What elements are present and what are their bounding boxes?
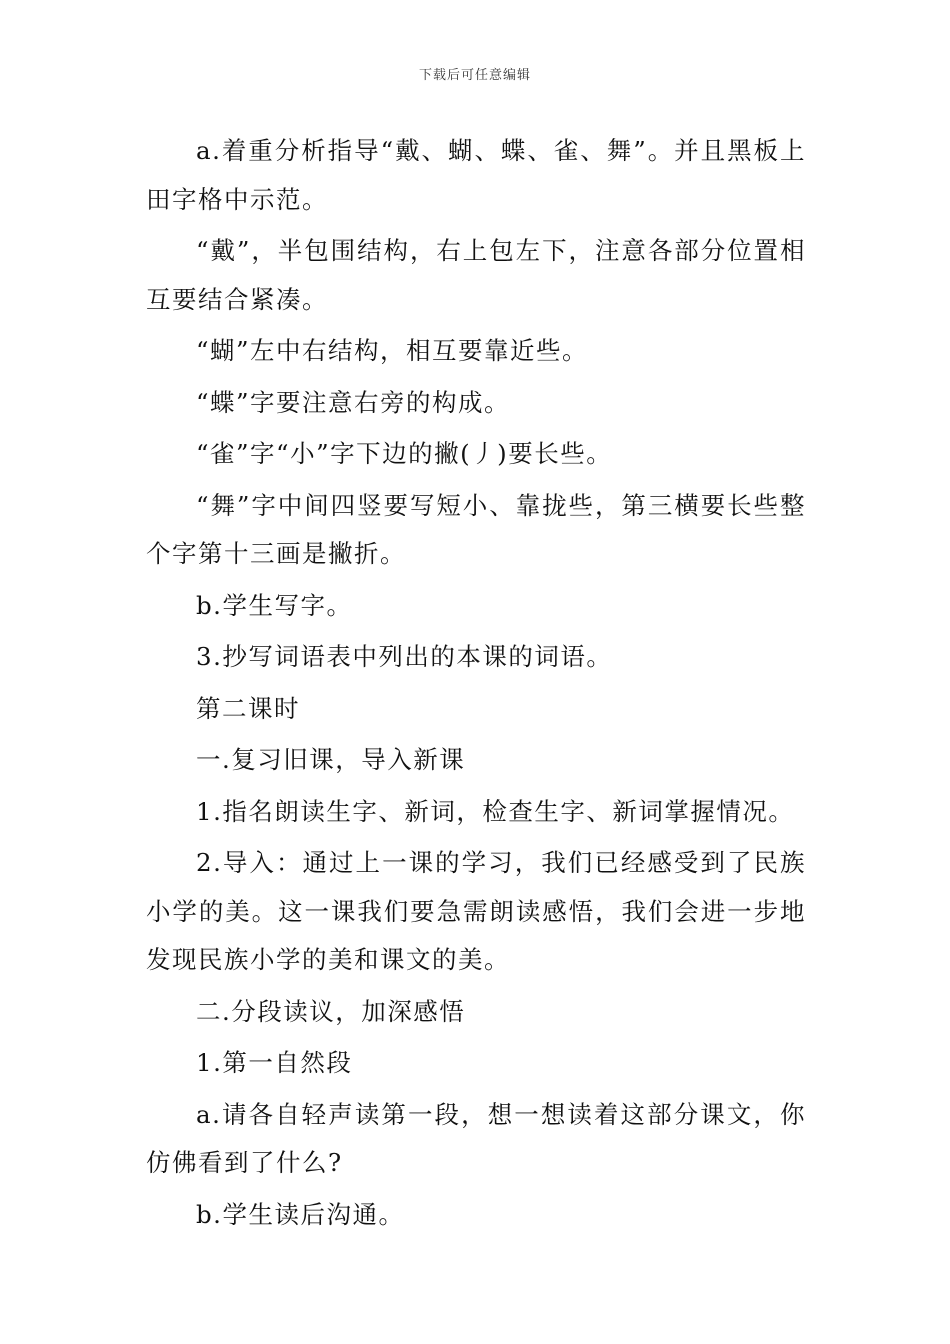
section-heading: 二.分段读议，加深感悟 <box>196 996 466 1026</box>
paragraph: 3.抄写词语表中列出的本课的词语。 <box>196 642 613 671</box>
paragraph: 1.指名朗读生字、新词，检查生字、新词掌握情况。 <box>196 796 795 826</box>
paragraph: 2.导入：通过上一课的学习，我们已经感受到了民族小学的美。这一课我们要急需朗读感悟，我们会进一步地发现民族小学的美和课文的美。 <box>146 848 806 974</box>
paragraph: “蝶”字要注意右旁的构成。 <box>196 387 511 417</box>
paragraph: a.请各自轻声读第一段，想一想读着这部分课文，你仿佛看到了什么? <box>146 1099 806 1177</box>
paragraph: a.着重分析指导“戴、蝴、蝶、雀、舞”。并且黑板上田字格中示范。 <box>146 136 806 214</box>
paragraph: 1.第一自然段 <box>196 1048 353 1077</box>
section-heading: 第二课时 <box>196 693 300 723</box>
paragraph: “戴”，半包围结构，右上包左下，注意各部分位置相互要结合紧凑。 <box>146 236 806 314</box>
document-body <box>146 127 806 1242</box>
page-header: 下载后可任意编辑 <box>418 68 531 83</box>
paragraph: “舞”字中间四竖要写短小、靠拢些，第三横要长些整个字第十三画是撇折。 <box>146 490 806 568</box>
paragraph: “雀”字“小”字下边的撇(丿)要长些。 <box>196 439 613 468</box>
paragraph: b.学生写字。 <box>196 590 353 620</box>
paragraph: “蝴”左中右结构，相互要靠近些。 <box>196 336 589 365</box>
paragraph: b.学生读后沟通。 <box>196 1199 405 1229</box>
section-heading: 一.复习旧课，导入新课 <box>196 745 466 774</box>
